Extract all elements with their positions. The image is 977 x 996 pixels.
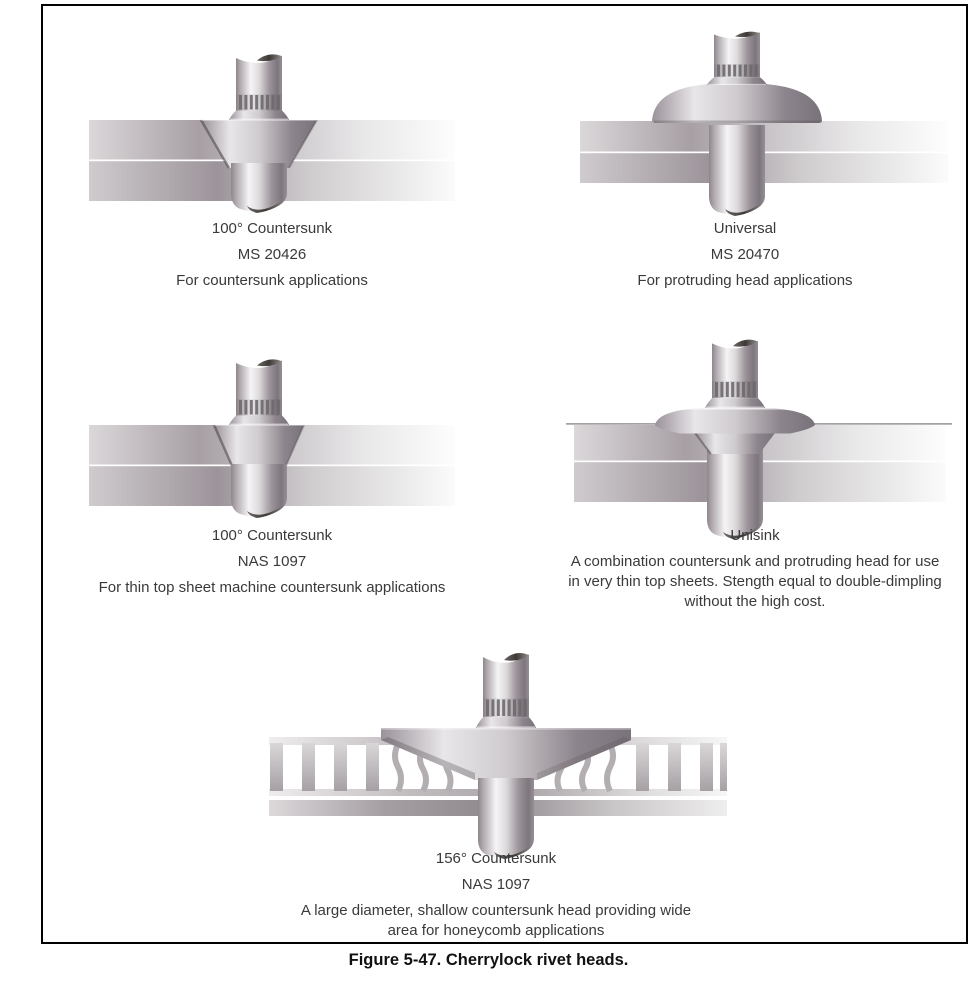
rivet-title: Unisink [730,527,780,544]
rivet-spec: NAS 1097 [237,553,307,570]
rivet-desc: For countersunk applications [176,272,368,289]
rivet-desc: A large diameter, shallow countersunk head providing wide area for honeycomb applications [300,902,692,939]
rivet-spec: MS 20470 [710,246,780,263]
rivet-spec: MS 20426 [237,246,307,263]
rivet-illustration-universal-ms20470 [560,25,960,235]
rivet-desc: For thin top sheet machine countersunk applications [98,579,446,596]
rivet-desc: For protruding head applications [637,272,853,289]
rivet-title: 100° Countersunk [211,527,333,544]
rivet-illustration-countersunk-156-honeycomb [255,640,745,860]
rivet-spec: NAS 1097 [461,876,531,893]
rivet-label-block [52,523,492,598]
rivet-title: Universal [713,220,777,237]
rivet-label-block [565,523,945,612]
rivet-title: 156° Countersunk [435,850,557,867]
figure-caption: Figure 5-47. Cherrylock rivet heads. [348,951,629,969]
rivet-desc: A combination countersunk and protruding head for use in very thin top sheets. Stength equal to double-dimpling without the high cost. [568,553,942,610]
rivet-label-block [70,216,474,291]
rivet-title: 100° Countersunk [211,220,333,237]
rivet-label-block [300,846,692,941]
rivet-illustration-countersunk-nas1097 [87,340,462,540]
rivet-label-block [545,216,945,291]
rivet-illustration-countersunk-ms20426 [87,35,462,235]
rivet-illustration-unisink [560,330,960,545]
